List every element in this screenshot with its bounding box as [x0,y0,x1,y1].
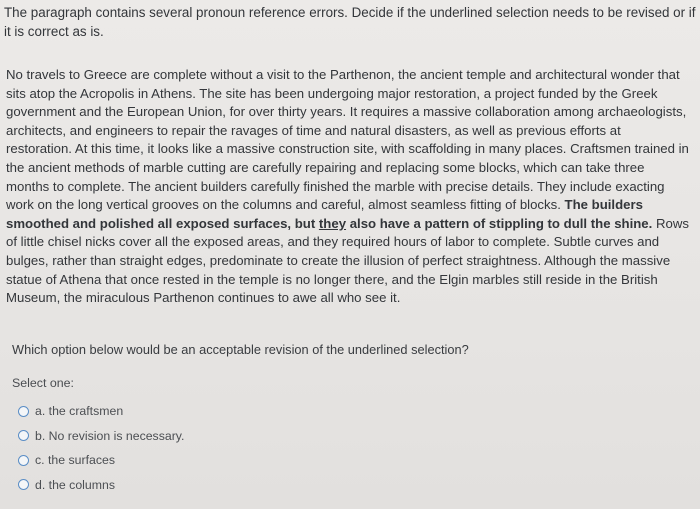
question-text: Which option below would be an acceptable revision of the underlined selection? [12,342,469,357]
option-d[interactable] [18,473,184,498]
radio-button-icon[interactable] [18,479,29,490]
option-a[interactable] [18,399,184,424]
radio-button-icon[interactable] [18,406,29,417]
option-a-label[interactable]: a. the craftsmen [35,404,124,419]
passage-text-part2: Rows of little chisel nicks cover all the exposed areas, and they required hours of labor to complete. Subtle curves and bulges, rather than straight edges, predominate to create the illusion of perfect straightness. Although the massive statue of Athena that once rested in the temple is no longer there, and the Elgin marbles still reside in the British Museum, the miraculous Parthenon continues to awe all who see it. [6,215,689,306]
option-b-label[interactable]: b. No revision is necessary. [35,428,185,443]
select-one-label: Select one: [12,376,74,390]
option-c-label[interactable]: c. the surfaces [35,453,115,468]
instructions-text: The paragraph contains several pronoun reference errors. Decide if the underlined selection needs to be revised or if it is correct as is. [4,5,696,39]
passage-text-part1: No travels to Greece are complete without a visit to the Parthenon, the ancient temple and architectural wonder that sits atop the Acropolis in Athens. The site has been undergoing major restoration, a project funded by the Greek government and the European Union, for over thirty years. It requires a massive collaboration among archaeologists, architects, and engineers to repair the ravages of time and natural disasters, as well as previous efforts at restoration. At this time, it looks like a massive construction site, with scaffolding in many places. Craftsmen trained in the ancient methods of marble cutting are carefully repairing and replacing some blocks, which can take three months to complete. The ancient builders carefully finished the marble with precise details. They include exacting work on the long vertical grooves on the columns and careful, almost seamless fitting of blocks. [6,67,689,213]
bold-text-before: The builders smoothed and polished all exposed surfaces, but [6,197,643,231]
passage-paragraph [6,66,690,308]
option-c[interactable] [18,448,184,473]
radio-button-icon[interactable] [18,430,29,441]
answer-options [18,399,184,497]
underlined-selection: they [318,215,347,231]
radio-button-icon[interactable] [18,455,29,466]
option-b[interactable] [18,424,184,449]
bold-text-after: also have a pattern of stippling to dull the shine. [346,215,653,231]
option-d-label[interactable]: d. the columns [35,477,115,492]
